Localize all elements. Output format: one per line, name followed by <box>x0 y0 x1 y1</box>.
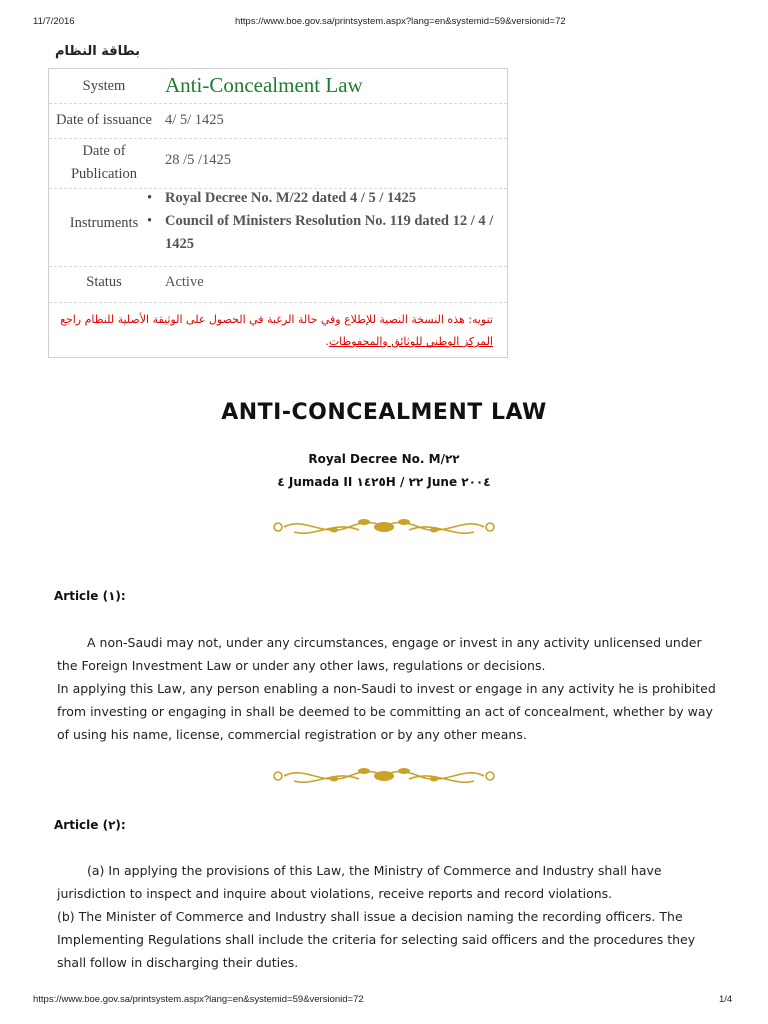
card-heading: بطاقة النظام <box>55 44 141 59</box>
system-value: Anti-Concealment Law <box>165 73 363 97</box>
document-title: ANTI-CONCEALMENT LAW <box>221 400 547 425</box>
paragraph: A non-Saudi may not, under any circumstances, engage or invest in any activity unlicensed under the Foreign Investment Law or under any other laws, regulations or decisions. <box>57 635 702 673</box>
gold-flourish-divider-icon <box>264 514 504 540</box>
bullet-icon: • <box>147 213 153 229</box>
system-label: System <box>82 78 126 94</box>
bullet-icon: • <box>147 190 153 206</box>
article-2-body <box>57 859 725 974</box>
article-1-body <box>57 631 725 746</box>
notice-text: تنويه: هذه النسخة النصية للإطلاع وفي حالة الرغبة في الحصول على الوثيقة الأصلية للنظام راجع <box>60 313 493 326</box>
article-1-heading: Article (١): <box>54 589 126 603</box>
row-system <box>49 69 507 104</box>
page-number: 1/4 <box>719 994 733 1005</box>
print-date: 11/7/2016 <box>33 16 75 27</box>
status-label: Status <box>86 274 122 290</box>
decree-line: Royal Decree No. M/٢٢ <box>308 452 460 466</box>
publication-label: Date of Publication <box>70 143 138 182</box>
row-status <box>49 266 507 303</box>
issuance-value: 4/ 5/ 1425 <box>165 112 224 128</box>
print-url: https://www.boe.gov.sa/printsystem.aspx?lang=en&systemid=59&versionid=72 <box>235 16 566 27</box>
archives-link[interactable]: المركز الوطني للوثائق والمحفوظات <box>328 335 493 348</box>
issuance-label: Date of issuance <box>56 112 152 128</box>
instruments-label: Instruments <box>69 215 139 231</box>
instrument-item: • Royal Decree No. M/22 dated 4 / 5 / 1425 <box>147 187 502 210</box>
notice: تنويه: هذه النسخة النصية للإطلاع وفي حالة الرغبة في الحصول على الوثيقة الأصلية للنظام راجع المركز الوطني للوثائق والمحفوظات. <box>60 313 493 348</box>
instruments-list <box>147 187 502 256</box>
paragraph: (b) The Minister of Commerce and Industry shall issue a decision naming the recording officers. The Implementing Regulations shall include the criteria for selecting said officers and the procedures they shall follow in discharging their duties. <box>57 909 696 970</box>
paragraph: (a) In applying the provisions of this Law, the Ministry of Commerce and Industry shall have jurisdiction to inspect and inquire about violations, receive reports and record violations. <box>57 863 662 901</box>
paragraph: In applying this Law, any person enabling a non-Saudi to invest or engage in any activity he is prohibited from investing or engaging in shall be deemed to be committing an act of concealment, whether by way of using his name, license, commercial registration or by any other means. <box>57 681 716 742</box>
date-line: ٤ Jumada II ١٤٢٥H / ٢٢ June ٢٠٠٤ <box>277 475 491 489</box>
system-card <box>48 68 508 358</box>
row-publication <box>49 138 507 189</box>
publication-value: 28 /5 /1425 <box>165 152 232 168</box>
article-2-heading: Article (٢): <box>54 818 126 832</box>
footer-url: https://www.boe.gov.sa/printsystem.aspx?lang=en&systemid=59&versionid=72 <box>33 994 364 1005</box>
instrument-item: • Council of Ministers Resolution No. 119 dated 12 / 4 / 1425 <box>147 210 502 256</box>
row-issuance <box>49 103 507 139</box>
status-value: Active <box>165 274 204 290</box>
gold-flourish-divider-icon <box>264 763 504 789</box>
